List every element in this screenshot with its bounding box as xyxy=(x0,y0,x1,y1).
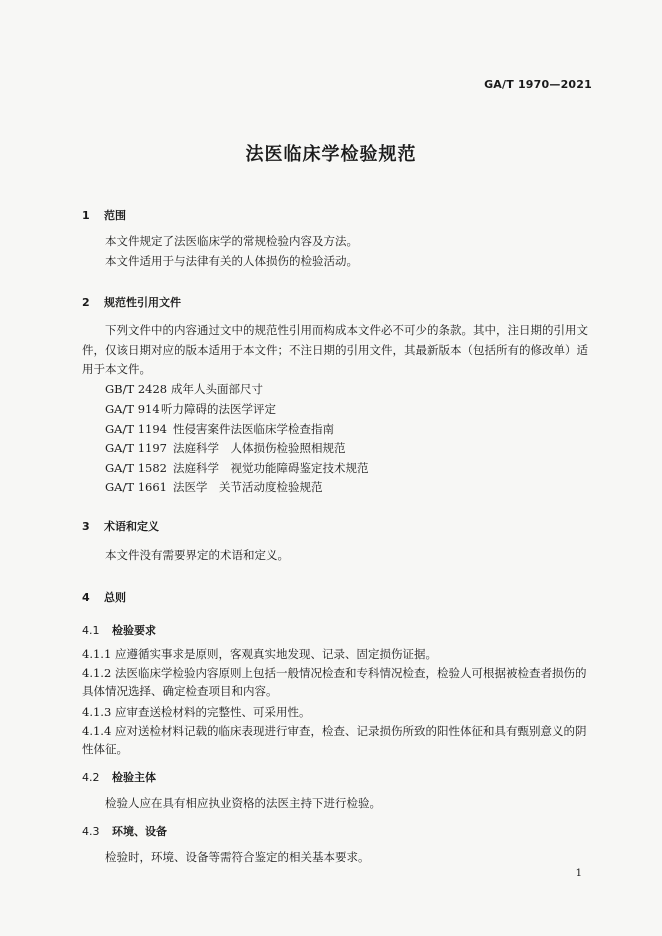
paragraph: 下列文件中的内容通过文中的规范性引用而构成本文件必不可少的条款。其中，注日期的引用文件，仅该日期对应的版本适用于本文件；不注日期的引用文件，其最新版本（包括所有的修改单）适用于本文件。 xyxy=(82,323,588,376)
subsection-number: 4.1 xyxy=(82,624,100,637)
subsection-title: 检验主体 xyxy=(112,771,156,784)
subsection-heading-4-3 xyxy=(82,823,167,839)
section-heading-2 xyxy=(82,294,181,310)
reference-code: GA/T 1661 xyxy=(105,480,167,494)
reference-item xyxy=(105,421,334,437)
clause-item xyxy=(82,664,594,700)
clause-item xyxy=(82,722,594,758)
clause-text: 应遵循实事求是原则，客观真实地发现、记录、固定损伤证据。 xyxy=(115,647,437,661)
reference-name: 听力障碍的法医学评定 xyxy=(161,402,276,416)
paragraph: 本文件规定了法医临床学的常规检验内容及方法。 xyxy=(105,234,358,248)
subsection-title: 检验要求 xyxy=(112,624,156,637)
clause-number: 4.1.2 xyxy=(82,666,112,680)
clause-number: 4.1.3 xyxy=(82,705,112,719)
clause-number: 4.1.1 xyxy=(82,647,112,661)
paragraph: 本文件没有需要界定的术语和定义。 xyxy=(105,548,289,562)
reference-name: 性侵害案件法医临床学检查指南 xyxy=(173,422,334,436)
reference-code: GB/T 2428 xyxy=(105,382,168,396)
paragraph: 本文件适用于与法律有关的人体损伤的检验活动。 xyxy=(105,254,358,268)
clause-text: 应对送检材料记载的临床表现进行审查，检查、记录损伤所致的阳性体征和具有甄别意义的阴性体征。 xyxy=(82,724,587,756)
reference-name: 法庭科学 人体损伤检验照相规范 xyxy=(173,441,346,455)
section-number: 4 xyxy=(82,591,90,604)
section-number: 3 xyxy=(82,520,90,533)
section-title: 规范性引用文件 xyxy=(104,296,181,309)
document-title: 法医临床学检验规范 xyxy=(245,144,417,165)
reference-code: GA/T 1197 xyxy=(105,441,167,455)
reference-code: GA/T 1582 xyxy=(105,461,167,475)
section-heading-1 xyxy=(82,207,126,223)
reference-code: GA/T 1194 xyxy=(105,422,167,436)
section-title: 范围 xyxy=(104,209,126,222)
clause-text: 法医临床学检验内容原则上包括一般情况检查和专科情况检查，检验人可根据被检查者损伤的具体情况选择、确定检查项目和内容。 xyxy=(82,666,587,698)
clause-item xyxy=(82,703,594,721)
section-number: 2 xyxy=(82,296,90,309)
reference-item xyxy=(105,381,263,397)
reference-item xyxy=(105,479,323,495)
reference-name: 成年人头面部尺寸 xyxy=(171,382,263,396)
section-heading-3 xyxy=(82,518,159,534)
subsection-heading-4-1 xyxy=(82,622,156,638)
reference-item xyxy=(105,460,369,476)
paragraph: 检验时，环境、设备等需符合鉴定的相关基本要求。 xyxy=(105,850,370,864)
clause-item xyxy=(82,645,594,663)
reference-item xyxy=(105,440,346,456)
page-number: 1 xyxy=(575,868,582,879)
section-heading-4 xyxy=(82,589,126,605)
reference-item xyxy=(105,401,276,417)
subsection-number: 4.3 xyxy=(82,825,100,838)
paragraph: 检验人应在具有相应执业资格的法医主持下进行检验。 xyxy=(105,796,381,810)
standard-code: GA/T 1970—2021 xyxy=(484,78,592,91)
subsection-title: 环境、设备 xyxy=(112,825,167,838)
subsection-heading-4-2 xyxy=(82,769,156,785)
clause-text: 应审查送检材料的完整性、可采用性。 xyxy=(115,705,311,719)
clause-number: 4.1.4 xyxy=(82,724,112,738)
reference-name: 法医学 关节活动度检验规范 xyxy=(173,480,323,494)
section-number: 1 xyxy=(82,209,90,222)
subsection-number: 4.2 xyxy=(82,771,100,784)
section-title: 总则 xyxy=(104,591,126,604)
reference-code: GA/T 914 xyxy=(105,402,160,416)
reference-name: 法庭科学 视觉功能障碍鉴定技术规范 xyxy=(173,461,369,475)
section-title: 术语和定义 xyxy=(104,520,159,533)
